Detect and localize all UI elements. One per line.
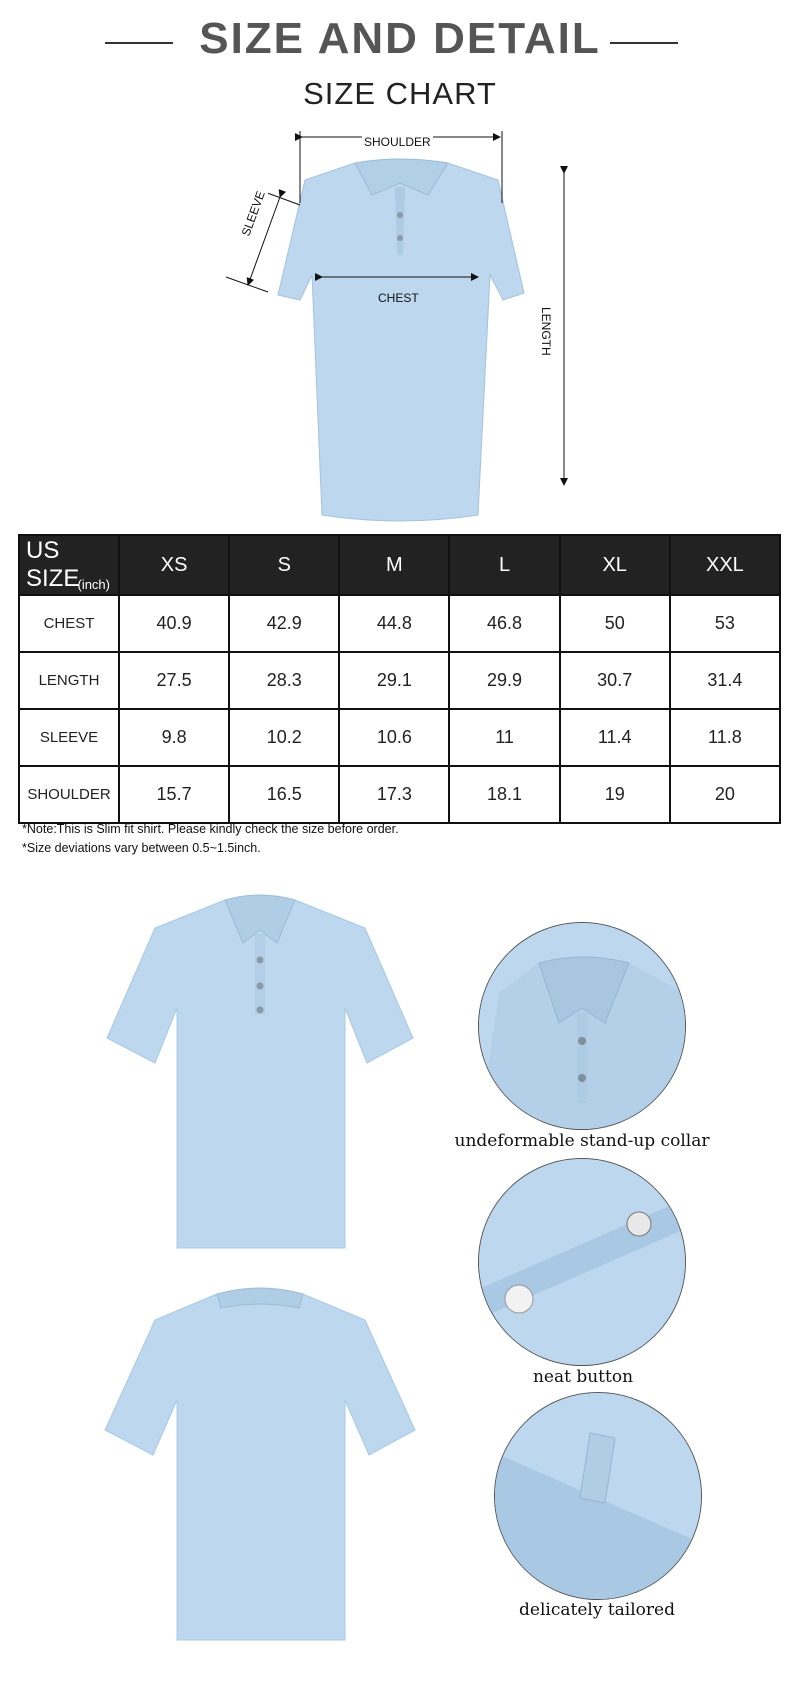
table-cell: 44.8 xyxy=(339,595,449,652)
table-row xyxy=(19,652,780,709)
table-cell: 19 xyxy=(560,766,670,823)
button-caption: neat button xyxy=(532,1367,634,1387)
table-cell: 40.9 xyxy=(119,595,229,652)
polo-shirt-measure-illustration xyxy=(0,125,800,525)
hem-caption: delicately tailored xyxy=(519,1600,675,1620)
size-header-xl: XL xyxy=(560,535,670,595)
polo-back-photo xyxy=(95,1280,425,1650)
size-header-row xyxy=(19,535,780,595)
size-chart-title: SIZE CHART xyxy=(303,76,497,111)
row-label-sleeve: SLEEVE xyxy=(19,709,119,766)
table-row xyxy=(19,766,780,823)
table-cell: 53 xyxy=(670,595,780,652)
table-cell: 17.3 xyxy=(339,766,449,823)
size-header-m: M xyxy=(339,535,449,595)
table-cell: 15.7 xyxy=(119,766,229,823)
table-cell: 27.5 xyxy=(119,652,229,709)
note-deviation: *Size deviations vary between 0.5~1.5inch. xyxy=(22,841,261,855)
row-label-chest: CHEST xyxy=(19,595,119,652)
table-cell: 10.6 xyxy=(339,709,449,766)
row-label-length: LENGTH xyxy=(19,652,119,709)
unit-label: (inch) xyxy=(77,577,110,592)
us-size-header xyxy=(19,535,119,595)
sleeve-label: SLEEVE xyxy=(238,189,268,238)
table-cell: 31.4 xyxy=(670,652,780,709)
table-cell: 16.5 xyxy=(229,766,339,823)
table-cell: 18.1 xyxy=(449,766,559,823)
size-header-xxl: XXL xyxy=(670,535,780,595)
size-table xyxy=(18,534,781,824)
table-cell: 10.2 xyxy=(229,709,339,766)
table-cell: 11 xyxy=(449,709,559,766)
table-cell: 20 xyxy=(670,766,780,823)
table-cell: 11.4 xyxy=(560,709,670,766)
size-header-s: S xyxy=(229,535,339,595)
table-cell: 9.8 xyxy=(119,709,229,766)
table-cell: 11.8 xyxy=(670,709,780,766)
row-label-shoulder: SHOULDER xyxy=(19,766,119,823)
table-cell: 46.8 xyxy=(449,595,559,652)
page-title: SIZE AND DETAIL xyxy=(199,14,601,63)
table-cell: 29.1 xyxy=(339,652,449,709)
note-slim-fit: *Note:This is Slim fit shirt. Please kindly check the size before order. xyxy=(22,822,399,836)
size-header-l: L xyxy=(449,535,559,595)
chest-label: CHEST xyxy=(378,291,419,305)
button-detail-icon xyxy=(478,1158,686,1366)
us-size-label: US SIZE xyxy=(26,537,80,592)
header-rule-right xyxy=(610,42,678,44)
table-cell: 42.9 xyxy=(229,595,339,652)
size-notes xyxy=(22,820,399,858)
table-cell: 50 xyxy=(560,595,670,652)
table-row xyxy=(19,595,780,652)
table-cell: 30.7 xyxy=(560,652,670,709)
polo-front-photo xyxy=(95,888,425,1258)
collar-caption: undeformable stand-up collar xyxy=(454,1131,710,1151)
hem-detail-icon xyxy=(494,1392,702,1600)
table-cell: 29.9 xyxy=(449,652,559,709)
length-label: LENGTH xyxy=(539,307,553,356)
shoulder-label: SHOULDER xyxy=(364,135,431,149)
size-header-xs: XS xyxy=(119,535,229,595)
table-row xyxy=(19,709,780,766)
collar-detail-icon xyxy=(478,922,686,1130)
measurement-diagram xyxy=(0,125,800,525)
section-header xyxy=(0,14,800,74)
table-cell: 28.3 xyxy=(229,652,339,709)
